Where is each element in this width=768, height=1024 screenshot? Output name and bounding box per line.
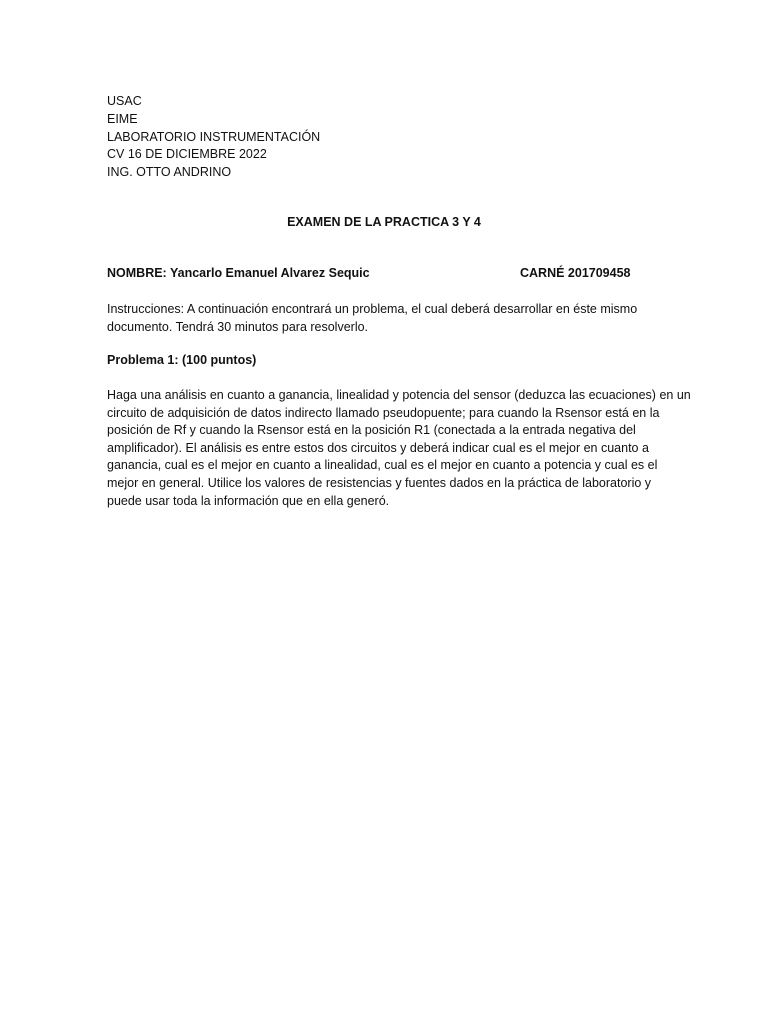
problem-line: posición de Rf y cuando la Rsensor está en la posición R1 (conectada a la entrada negativa del — [107, 423, 636, 438]
problem-line: ganancia, cual es el mejor en cuanto a linealidad, cual es el mejor en cuanto a potencia y cual es el — [107, 458, 658, 473]
problem-paragraph — [107, 387, 691, 510]
instructions-line: Instrucciones: A continuación encontrará un problema, el cual deberá desarrollar en éste mismo — [107, 302, 638, 316]
student-name: NOMBRE: Yancarlo Emanuel Alvarez Sequic — [107, 266, 370, 280]
header-date: CV 16 DE DICIEMBRE 2022 — [107, 147, 267, 162]
problem-line: puede usar toda la información que en ella generó. — [107, 493, 390, 508]
problem-heading: Problema 1: (100 puntos) — [107, 353, 257, 367]
document-header — [107, 93, 320, 182]
student-carne: CARNÉ 201709458 — [520, 266, 631, 280]
exam-title: EXAMEN DE LA PRACTICA 3 Y 4 — [287, 215, 481, 229]
problem-line: mejor en general. Utilice los valores de resistencias y fuentes dados en la práctica de laboratorio y — [107, 475, 652, 490]
header-instructor: ING. OTTO ANDRINO — [107, 165, 232, 180]
problem-line: amplificador). El análisis es entre estos dos circuitos y deberá indicar cual es el mejor en cuanto a — [107, 440, 649, 455]
problem-line: circuito de adquisición de datos indirecto llamado pseudopuente; para cuando la Rsensor está en la — [107, 405, 660, 420]
instructions-paragraph — [107, 301, 667, 336]
instructions-line: documento. Tendrá 30 minutos para resolverlo. — [107, 319, 369, 334]
header-course: LABORATORIO INSTRUMENTACIÓN — [107, 129, 321, 144]
problem-line: Haga una análisis en cuanto a ganancia, linealidad y potencia del sensor (deduzca las ecuaciones) en un — [107, 388, 691, 402]
header-university: USAC — [107, 94, 142, 108]
header-school: EIME — [107, 111, 138, 126]
